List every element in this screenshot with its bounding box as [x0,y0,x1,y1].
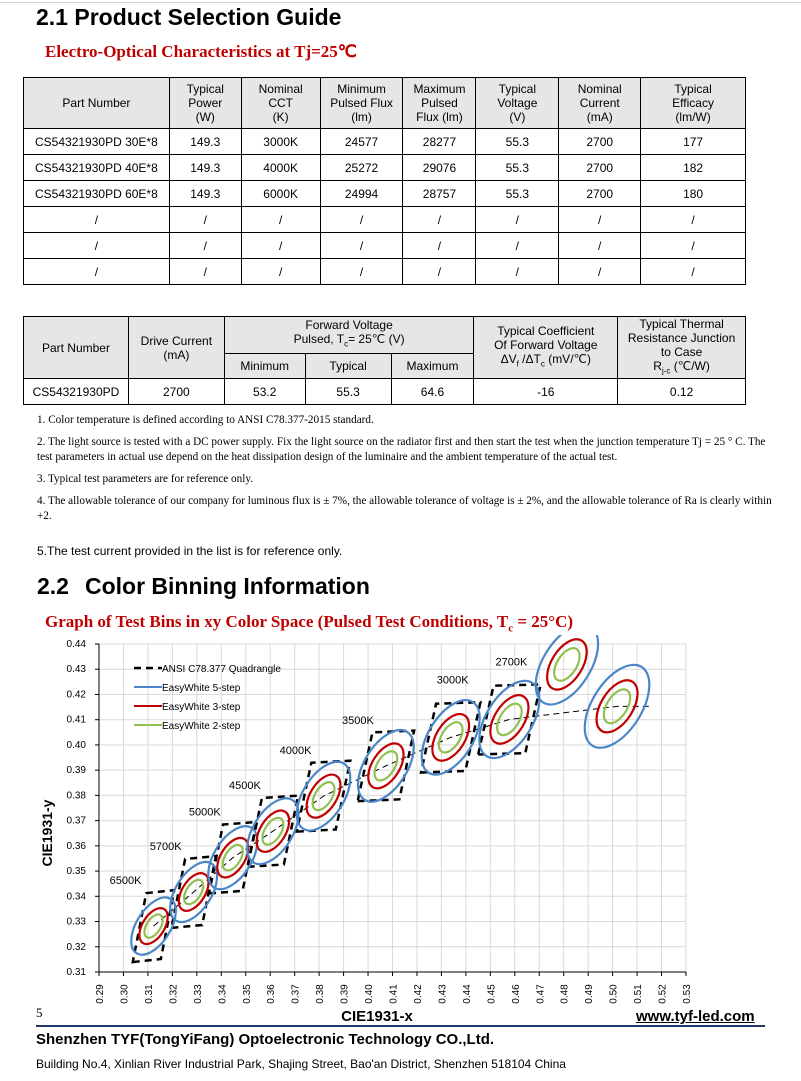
table-cell: / [559,233,641,259]
table-cell: / [641,259,746,285]
table-cell: / [403,207,476,233]
t2-thermal-resistance-header: Typical Thermal Resistance Junction to Case $R_{j-c}$ (℃/W) [618,317,746,379]
x-tick-label: 0.48 [559,984,571,1004]
legend-label: EasyWhite 2-step [162,721,241,732]
table-cell: / [320,259,403,285]
legend-label: EasyWhite 5-step [162,683,241,694]
x-tick-label: 0.47 [535,984,547,1004]
table-cell: 28277 [403,129,476,155]
table-row [24,129,746,155]
page-number: 5 [36,1005,43,1020]
t2-part-number-header: Part Number [24,317,129,379]
y-tick-label: 0.34 [66,891,86,903]
table-cell: 2700 [559,129,641,155]
x-tick-label: 0.46 [510,984,522,1004]
table-cell: / [241,233,320,259]
x-tick-label: 0.33 [192,984,204,1004]
table-cell: CS54321930PD 30E*8 [24,129,170,155]
t2-forward-voltage-header: Forward Voltage Pulsed, $T_c=$ 25℃ (V) [224,317,474,354]
x-tick-label: 0.43 [437,984,449,1004]
table-cell: CS54321930PD 40E*8 [24,155,170,181]
x-tick-label: 0.49 [584,984,596,1004]
table-cell: / [476,207,559,233]
table-row [24,155,746,181]
y-axis-label: CIE1931-y [39,799,55,867]
x-tick-label: 0.37 [290,984,302,1004]
table-cell: 55.3 [476,155,559,181]
electro-optical-subtitle: Electro-Optical Characteristics at Tj=25℃ [45,42,357,61]
t1-header-cell: Part Number [24,78,170,129]
x-tick-label: 0.52 [657,984,669,1004]
y-tick-label: 0.31 [66,967,86,978]
y-tick-label: 0.40 [66,739,86,751]
table-cell: / [403,259,476,285]
note-4: 4. The allowable tolerance of our company for luminous flux is ± 7%, the allowable tolerance of voltage is ± 2%, and the allowable tolerance of Ra is clearly within +2. [37,495,772,522]
table-cell: / [241,259,320,285]
bin-label: 4500K [228,780,261,793]
table-cell: 55.3 [476,181,559,207]
y-tick-label: 0.39 [66,765,86,777]
y-tick-label: 0.37 [66,815,86,827]
table-row [24,233,746,259]
table-cell: 2700 [559,155,641,181]
table-cell: 55.3 [476,129,559,155]
bin-label: 4000K [279,745,312,758]
color-bin-chart [0,635,801,1030]
table-cell: 29076 [403,155,476,181]
table-cell: 24577 [320,129,403,155]
x-tick-label: 0.32 [168,984,180,1004]
x-tick-label: 0.36 [266,984,278,1004]
table-cell: CS54321930PD 60E*8 [24,181,170,207]
table-cell: 24994 [320,181,403,207]
t1-header-cell: Nominal Current (mA) [559,78,641,129]
table-cell: / [169,233,241,259]
x-tick-label: 0.35 [241,984,253,1004]
x-tick-label: 0.38 [315,984,327,1004]
product-selection-table [23,77,746,285]
table-cell: / [24,233,170,259]
t2-drive-current-header: Drive Current (mA) [128,317,224,379]
company-name: Shenzhen TYF(TongYiFang) Optoelectronic Technology CO.,Ltd. [36,1031,495,1048]
t2-min-header: Minimum [224,354,305,379]
x-tick-label: 0.40 [364,984,376,1004]
x-tick-label: 0.39 [339,984,351,1004]
x-tick-label: 0.50 [608,984,620,1004]
table-cell: 55.3 [305,379,391,405]
table-cell: / [641,207,746,233]
table-row [24,207,746,233]
table-cell: 2700 [559,181,641,207]
t1-header-cell: Minimum Pulsed Flux (lm) [320,78,403,129]
section-title-color-binning: 2.2 Color Binning Information [37,573,370,599]
table-row [24,259,746,285]
bin-label: 6500K [109,875,142,888]
table-cell: / [559,207,641,233]
x-tick-label: 0.44 [461,984,473,1004]
table-cell: 177 [641,129,746,155]
x-tick-label: 0.41 [388,984,400,1004]
table-cell: / [476,233,559,259]
company-address: Building No.4, Xinlian River Industrial Park, Shajing Street, Bao'an District, Shenzhen 518104 China [36,1057,566,1071]
table-cell: 149.3 [169,155,241,181]
t2-typ-header: Typical [305,354,391,379]
table-cell: / [24,207,170,233]
bin-label: 3500K [341,714,374,727]
note-3: 3. Typical test parameters are for reference only. [37,473,254,485]
t1-header-cell: Nominal CCT (K) [241,78,320,129]
table-cell: 182 [641,155,746,181]
color-graph-subtitle: Graph of Test Bins in xy Color Space (Pulsed Test Conditions, $T_c = 25^\circ C$) [45,612,574,635]
table-cell: 53.2 [224,379,305,405]
table-cell: / [24,259,170,285]
t2-max-header: Maximum [391,354,474,379]
x-tick-label: 0.53 [682,984,693,1004]
table-cell: 6000K [241,181,320,207]
y-tick-label: 0.44 [66,639,86,650]
x-tick-label: 0.34 [217,984,229,1004]
footer-divider [36,1025,765,1027]
t1-header-cell: Typical Voltage (V) [476,78,559,129]
y-tick-label: 0.35 [66,866,86,878]
x-tick-label: 0.29 [95,984,106,1004]
section-title-product-selection: 2.1 Product Selection Guide [36,4,342,30]
x-axis-label: CIE1931-x [341,1008,413,1025]
x-tick-label: 0.45 [486,984,498,1004]
note-1: 1. Color temperature is defined according to ANSI C78.377-2015 standard. [37,414,374,426]
x-tick-label: 0.51 [633,984,645,1004]
table-cell: / [320,207,403,233]
y-tick-label: 0.36 [66,840,86,852]
website-link[interactable]: www.tyf-led.com [636,1008,755,1025]
legend-label: ANSI C78.377 Quadrangle [162,664,281,675]
x-tick-label: 0.42 [412,984,424,1004]
y-tick-label: 0.42 [66,689,86,701]
table-cell: / [476,259,559,285]
table-cell: / [641,233,746,259]
table-cell: / [559,259,641,285]
table-cell: / [403,233,476,259]
bin-label: 5700K [149,841,182,854]
table-cell: 3000K [241,129,320,155]
y-tick-label: 0.33 [66,916,86,928]
bin-label: 5000K [188,806,221,819]
bin-label: 3000K [436,674,469,687]
table-cell: 64.6 [391,379,474,405]
t1-header-cell: Maximum Pulsed Flux (lm) [403,78,476,129]
table-cell: / [169,259,241,285]
table-cell: -16 [474,379,618,405]
table-row [24,181,746,207]
t1-header-cell: Typical Efficacy (lm/W) [641,78,746,129]
top-rule [0,2,801,3]
t1-header-cell: Typical Power (W) [169,78,241,129]
table-cell: 4000K [241,155,320,181]
table-cell: 0.12 [618,379,746,405]
table-cell: / [169,207,241,233]
table-row [24,379,746,405]
note-2: 2. The light source is tested with a DC power supply. Fix the light source on the radiator first and then start the test when the junction temperature Tj = 25 ° C. The test parameters in actual use depend on the heat dissipation design of the luminaire and the ambient temperature of the actual test. [37,436,766,463]
y-tick-label: 0.41 [66,714,86,726]
t2-coefficient-header: Typical Coefficient Of Forward Voltage $\Delta V_f$ $/\Delta T_c$ (mV/℃) [474,317,618,379]
table-cell: 149.3 [169,181,241,207]
table-cell: 149.3 [169,129,241,155]
x-tick-label: 0.31 [143,984,155,1004]
legend-label: EasyWhite 3-step [162,702,241,713]
table-cell: 28757 [403,181,476,207]
y-tick-label: 0.43 [66,664,86,676]
x-tick-label: 0.30 [119,984,131,1004]
table-cell: 180 [641,181,746,207]
table-cell: / [320,233,403,259]
y-tick-label: 0.32 [66,941,86,953]
table-cell: / [241,207,320,233]
table-cell: 25272 [320,155,403,181]
table-cell: 2700 [128,379,224,405]
y-tick-label: 0.38 [66,790,86,802]
bin-label: 2700K [495,656,528,669]
notes [37,413,774,531]
note-5: 5.The test current provided in the list is for reference only. [37,544,343,558]
forward-voltage-table [23,316,746,405]
table-cell: CS54321930PD [24,379,129,405]
